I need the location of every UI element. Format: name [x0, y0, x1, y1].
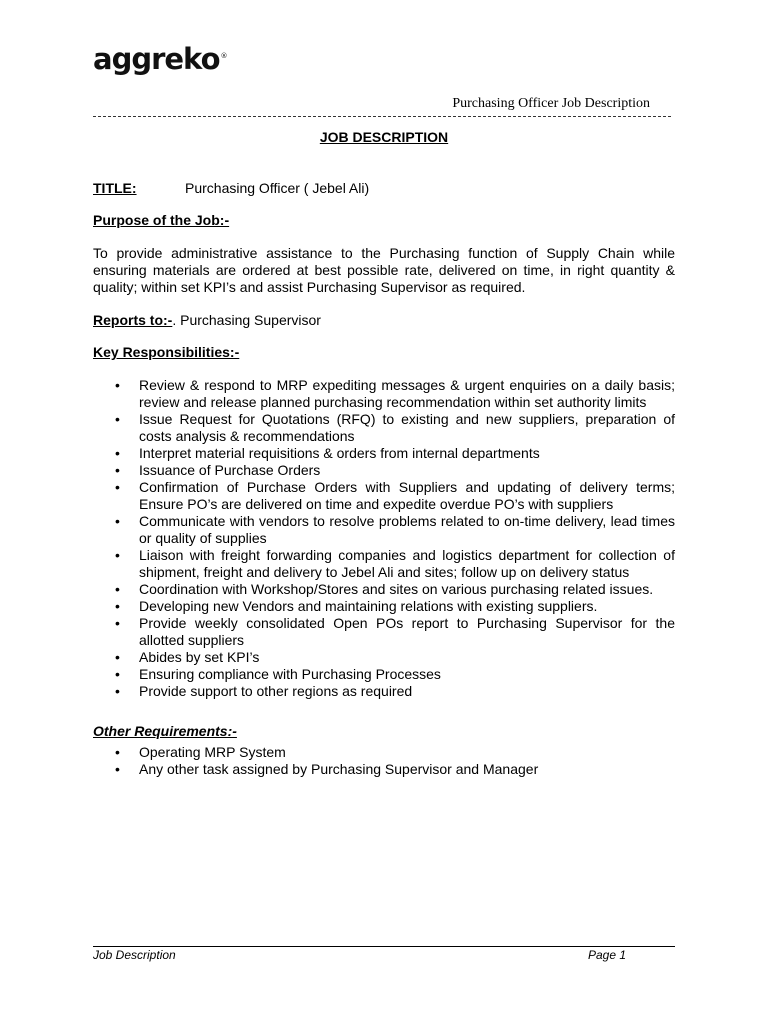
section-spacer	[93, 700, 675, 723]
footer-page-number: Page 1	[588, 948, 627, 962]
list-item: • Issuance of Purchase Orders	[93, 462, 675, 479]
list-item: • Operating MRP System	[93, 744, 675, 761]
footer-left-text: Job Description	[93, 948, 176, 962]
title-row	[93, 180, 675, 197]
list-item: • Developing new Vendors and maintaining relations with existing suppliers.	[93, 598, 675, 615]
logo-text: aggreko	[93, 42, 220, 76]
list-item: • Provide weekly consolidated Open POs report to Purchasing Supervisor for the allotted suppliers	[93, 615, 675, 649]
list-item: • Interpret material requisitions & orders from internal departments	[93, 445, 675, 462]
header-dashed-divider	[93, 116, 671, 117]
list-item: • Liaison with freight forwarding companies and logistics department for collection of shipment, freight and delivery to Jebel Ali and sites; follow up on delivery status	[93, 547, 675, 581]
responsibilities-list	[93, 377, 675, 700]
responsibilities-heading: Key Responsibilities:-	[93, 344, 240, 360]
purpose-heading: Purpose of the Job:-	[93, 212, 230, 228]
title-value: Purchasing Officer ( Jebel Ali)	[185, 180, 370, 196]
page-title: JOB DESCRIPTION	[319, 129, 449, 145]
list-item: • Communicate with vendors to resolve problems related to on-time delivery, lead times or quality of supplies	[93, 513, 675, 547]
list-item: • Coordination with Workshop/Stores and sites on various purchasing related issues.	[93, 581, 675, 598]
registered-mark: ®	[220, 52, 227, 60]
running-header: Purchasing Officer Job Description	[452, 96, 650, 111]
other-requirements-list	[93, 744, 675, 778]
list-item: • Issue Request for Quotations (RFQ) to existing and new suppliers, preparation of costs analysis & recommendations	[93, 411, 675, 445]
list-item: • Confirmation of Purchase Orders with Suppliers and updating of delivery terms; Ensure PO’s are delivered on time and expedite overdue PO’s with suppliers	[93, 479, 675, 513]
reports-label: Reports to:-	[93, 312, 173, 328]
document-body	[93, 180, 675, 778]
list-item: • Ensuring compliance with Purchasing Processes	[93, 666, 675, 683]
reports-value: . Purchasing Supervisor	[172, 312, 321, 328]
purpose-text: To provide administrative assistance to the Purchasing function of Supply Chain while ensuring materials are ordered at best possible rate, delivered on time, in right quantity & quality; within set KPI’s and assist Purchasing Supervisor as required.	[93, 245, 675, 295]
aggreko-logo	[93, 42, 227, 76]
list-item: • Abides by set KPI’s	[93, 649, 675, 666]
other-requirements-heading: Other Requirements:-	[93, 723, 237, 739]
list-item: • Review & respond to MRP expediting messages & urgent enquiries on a daily basis; review and release planned purchasing recommendation within set authority limits	[93, 377, 675, 411]
footer-divider	[93, 946, 675, 947]
list-item: • Provide support to other regions as required	[93, 683, 675, 700]
list-item: • Any other task assigned by Purchasing Supervisor and Manager	[93, 761, 675, 778]
title-label: TITLE:	[93, 180, 137, 196]
reports-row	[93, 312, 675, 329]
